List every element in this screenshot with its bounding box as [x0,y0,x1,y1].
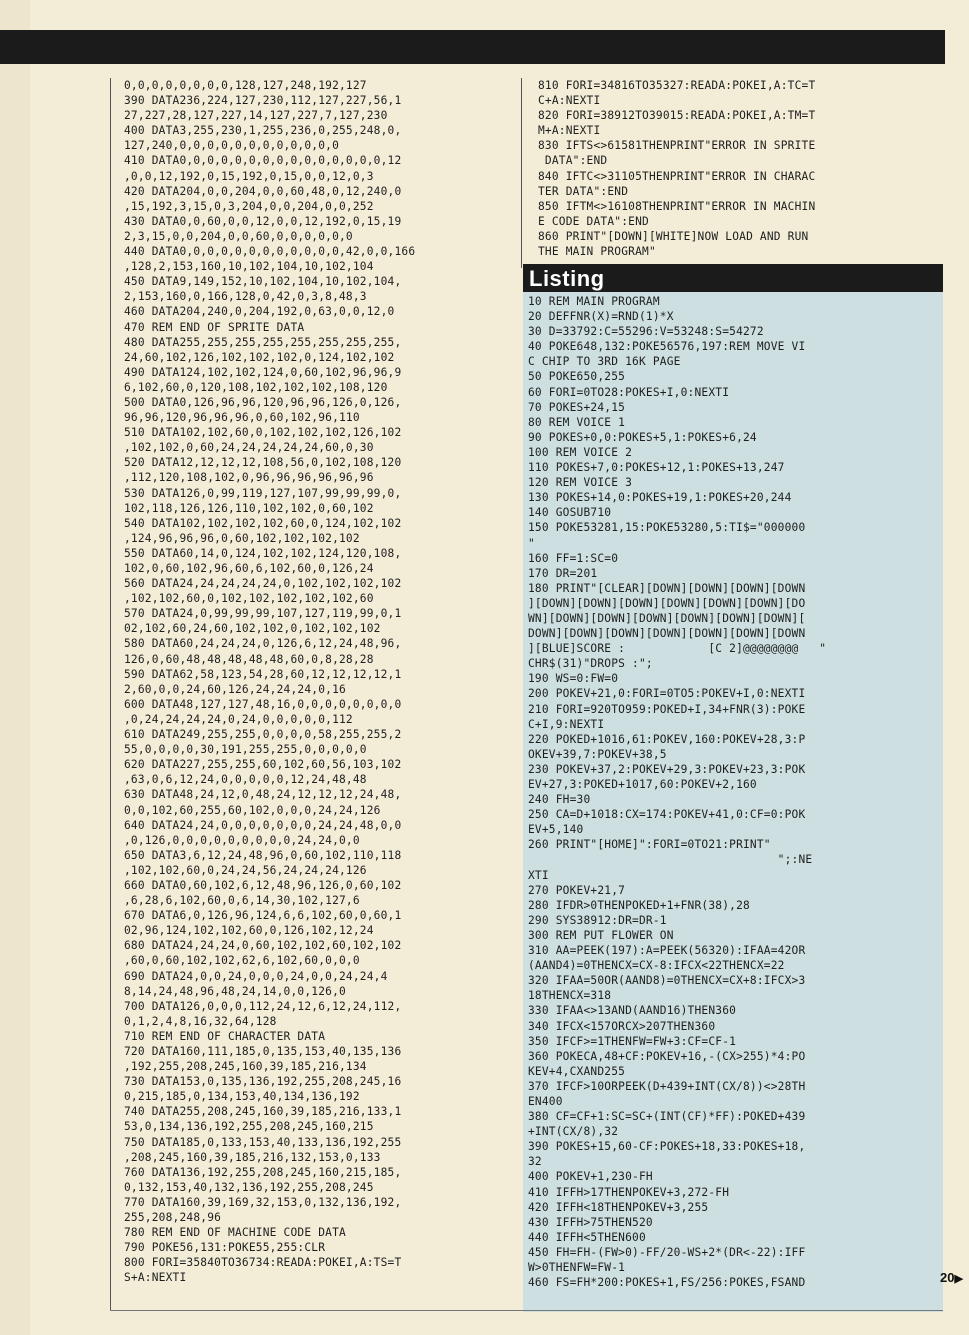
code-line: " [528,536,535,550]
code-line: 0,215,185,0,134,153,40,134,136,192 [124,1090,360,1104]
code-line: 250 CA=D+1018:CX=174:POKEV+41,0:CF=0:POK [528,808,806,822]
code-line: ,208,245,160,39,185,216,132,153,0,133 [124,1150,381,1164]
code-line: XTI [528,868,549,882]
code-line: 2,60,0,0,24,60,126,24,24,24,0,16 [124,682,346,696]
code-line: 530 DATA126,0,99,119,127,107,99,99,99,0, [124,486,402,500]
code-line: 8,14,24,48,96,48,24,14,0,0,126,0 [124,984,346,998]
code-line: 420 IFFH<18THENPOKEV+3,255 [528,1200,709,1214]
code-line: ,102,102,60,0,24,24,56,24,24,24,126 [124,863,367,877]
code-line: 24,60,102,126,102,102,102,0,124,102,102 [124,350,395,364]
code-line: 102,0,60,102,96,60,6,102,60,0,126,24 [124,562,374,575]
code-line: 780 REM END OF MACHINE CODE DATA [124,1226,346,1240]
code-line: 70 POKES+24,15 [528,400,626,414]
code-line: 280 IFDR>0THENPOKED+1+FNR(38),28 [528,898,750,912]
code-line: 127,240,0,0,0,0,0,0,0,0,0,0,0,0 [124,139,339,153]
code-line: THE MAIN PROGRAM" [538,245,656,259]
code-line: 830 IFTS<>61581THENPRINT"ERROR IN SPRITE [538,139,816,153]
code-line: 710 REM END OF CHARACTER DATA [124,1029,326,1043]
page-number [940,1270,963,1285]
code-line: 770 DATA160,39,169,32,153,0,132,136,192, [124,1195,402,1209]
code-line: 320 IFAA=50OR(AAND8)=0THENCX=CX+8:IFCX>3 [528,974,806,988]
code-line: C CHIP TO 3RD 16K PAGE [528,355,681,369]
code-line: 510 DATA102,102,60,0,102,102,102,126,102 [124,426,402,440]
code-line: 640 DATA24,24,0,0,0,0,0,0,0,24,24,48,0,0 [124,818,402,832]
code-line: ,128,2,153,160,10,102,104,10,102,104 [124,260,374,274]
code-line: 102,118,126,126,110,102,102,0,60,102 [124,501,374,515]
left-listing-column [124,78,509,1310]
code-line: 580 DATA60,24,24,24,0,126,6,12,24,48,96, [124,637,402,651]
code-line: KEV+4,CXAND255 [528,1064,626,1078]
center-column-rule [521,78,522,268]
code-line: 126,0,60,48,48,48,48,48,60,0,8,28,28 [124,652,374,666]
code-line: DATA":END [538,154,608,168]
code-line: 450 FH=FH-(FW>0)-FF/20-WS+2*(DR<-22):IFF [528,1245,806,1259]
code-line: 860 PRINT"[DOWN][WHITE]NOW LOAD AND RUN [538,229,809,243]
code-line: 55,0,0,0,0,30,191,255,255,0,0,0,0,0 [124,743,367,757]
code-line: 40 POKE648,132:POKE56576,197:REM MOVE VI [528,340,806,354]
code-line: 560 DATA24,24,24,24,24,0,102,102,102,102 [124,577,402,591]
code-line: 730 DATA153,0,135,136,192,255,208,245,16 [124,1075,402,1089]
code-line: 540 DATA102,102,102,102,60,0,124,102,102 [124,516,402,530]
code-line: +INT(CX/8),32 [528,1125,619,1139]
listing-heading-text: Listing [529,266,605,291]
code-line: 2,3,15,0,0,204,0,0,60,0,0,0,0,0,0 [124,229,353,243]
code-line: 100 REM VOICE 2 [528,445,633,459]
code-line: 02,96,124,102,102,60,0,126,102,12,24 [124,924,374,938]
code-line: 460 FS=FH*200:POKES+1,FS/256:POKES,FSAND [528,1276,806,1290]
code-line: ,0,24,24,24,24,0,24,0,0,0,0,0,112 [124,712,353,726]
code-line: ,192,255,208,245,160,39,185,216,134 [124,1060,367,1074]
code-line: ,63,0,6,12,24,0,0,0,0,0,12,24,48,48 [124,773,367,787]
next-page-arrow-icon: ▶ [954,1273,963,1285]
code-line: 270 POKEV+21,7 [528,883,626,897]
code-line: 50 POKE650,255 [528,370,626,384]
code-line: CHR$(31)"DROPS :"; [528,657,653,671]
code-line: 570 DATA24,0,99,99,99,107,127,119,99,0,1 [124,607,402,621]
code-line: 620 DATA227,255,255,60,102,60,56,103,102 [124,758,402,772]
code-line: 02,102,60,24,60,102,102,0,102,102,102 [124,622,381,636]
page-margin [0,0,30,1335]
code-line: 380 CF=CF+1:SC=SC+(INT(CF)*FF):POKED+439 [528,1110,806,1124]
code-line: 500 DATA0,126,96,96,120,96,96,126,0,126, [124,395,402,409]
code-line: 440 IFFH<5THEN600 [528,1230,646,1244]
code-line: 290 SYS38912:DR=DR-1 [528,913,667,927]
code-line: 390 POKES+15,60-CF:POKES+18,33:POKES+18, [528,1140,806,1154]
code-line: ][BLUE]SCORE : [C 2]@@@@@@@@ " [528,642,827,656]
code-line: 27,227,28,127,227,14,127,227,7,127,230 [124,109,388,123]
page-number-text: 20 [940,1270,955,1285]
code-line: 220 POKED+1016,61:POKEV,160:POKEV+28,3:P [528,732,806,746]
code-line: 180 PRINT"[CLEAR][DOWN][DOWN][DOWN][DOWN [528,581,806,595]
code-line: 800 FORI=35840TO36734:READA:POKEI,A:TS=T [124,1256,402,1270]
code-line: 0,1,2,4,8,16,32,64,128 [124,1014,277,1028]
code-line: 630 DATA48,24,12,0,48,24,12,12,12,24,48, [124,788,402,802]
code-line: 80 REM VOICE 1 [528,415,626,429]
code-line: 760 DATA136,192,255,208,245,160,215,185, [124,1165,402,1179]
code-line: ,102,102,60,0,102,102,102,102,102,60 [124,592,374,606]
code-line: 310 AA=PEEK(197):A=PEEK(56320):IFAA=42OR [528,944,806,958]
code-line: C+A:NEXTI [538,94,601,108]
code-line: 490 DATA124,102,102,124,0,60,102,96,96,9 [124,365,402,379]
code-line: ";:NE [528,853,813,867]
code-line: 820 FORI=38912TO39015:READA:POKEI,A:TM=T [538,109,816,123]
code-line: 670 DATA6,0,126,96,124,6,6,102,60,0,60,1 [124,909,402,923]
code-line: M+A:NEXTI [538,124,601,138]
code-line: 190 WS=0:FW=0 [528,672,619,686]
code-line: 810 FORI=34816TO35327:READA:POKEI,A:TC=T [538,79,816,92]
code-line: 740 DATA255,208,245,160,39,185,216,133,1 [124,1105,402,1119]
code-line: 140 GOSUB710 [528,506,612,520]
code-line: 840 IFTC<>31105THENPRINT"ERROR IN CHARAC [538,169,816,183]
code-line: 20 DEFFNR(X)=RND(1)*X [528,310,674,324]
code-line: 410 DATA0,0,0,0,0,0,0,0,0,0,0,0,0,0,0,12 [124,154,402,168]
listing-heading [523,264,943,292]
code-line: 720 DATA160,111,185,0,135,153,40,135,136 [124,1045,402,1058]
code-line: 680 DATA24,24,24,0,60,102,102,60,102,102 [124,939,402,953]
code-line: 690 DATA24,0,0,24,0,0,0,24,0,0,24,24,4 [124,969,388,983]
code-line: 0,0,0,0,0,0,0,0,128,127,248,192,127 [124,79,367,92]
code-line: WN][DOWN][DOWN][DOWN][DOWN][DOWN][DOWN][ [528,611,806,625]
code-line: 470 REM END OF SPRITE DATA [124,320,305,334]
code-line: 520 DATA12,12,12,12,108,56,0,102,108,120 [124,456,402,470]
code-line: 255,208,248,96 [124,1211,222,1225]
code-line: 850 IFTM<>16108THENPRINT"ERROR IN MACHIN [538,199,816,213]
code-line: 430 DATA0,0,60,0,0,12,0,0,12,192,0,15,19 [124,214,402,228]
code-line: 460 DATA204,240,0,204,192,0,63,0,0,12,0 [124,305,395,319]
code-line: 53,0,134,136,192,255,208,245,160,215 [124,1120,374,1134]
code-line: (AAND4)=0THENCX=CX-8:IFCX<22THENCX=22 [528,959,785,973]
code-line: 390 DATA236,224,127,230,112,127,227,56,1 [124,94,402,108]
code-line: 700 DATA126,0,0,0,112,24,12,6,12,24,112, [124,999,402,1013]
code-line: 160 FF=1:SC=0 [528,551,619,565]
code-line: 790 POKE56,131:POKE55,255:CLR [124,1241,326,1255]
code-line: 660 DATA0,60,102,6,12,48,96,126,0,60,102 [124,878,402,892]
code-line: 10 REM MAIN PROGRAM [528,295,660,308]
bottom-rule [110,1310,943,1311]
code-line: E CODE DATA":END [538,214,649,228]
code-line: ,124,96,96,96,0,60,102,102,102,102 [124,531,360,545]
code-line: 330 IFAA<>13AND(AAND16)THEN360 [528,1004,737,1018]
code-line: 430 IFFH>75THEN520 [528,1215,653,1229]
code-line: ,0,0,12,192,0,15,192,0,15,0,0,12,0,3 [124,169,374,183]
code-line: OKEV+39,7:POKEV+38,5 [528,747,667,761]
code-line: DOWN][DOWN][DOWN][DOWN][DOWN][DOWN][DOWN [528,627,806,641]
code-line: 30 D=33792:C=55296:V=53248:S=54272 [528,325,764,339]
code-line: ,6,28,6,102,60,0,6,14,30,102,127,6 [124,894,360,908]
code-line: 550 DATA60,14,0,124,102,102,124,120,108, [124,546,402,560]
code-line: 400 DATA3,255,230,1,255,236,0,255,248,0, [124,124,402,138]
code-line: 110 POKES+7,0:POKES+12,1:POKES+13,247 [528,461,785,475]
left-column-rule [110,78,111,1310]
code-line: 610 DATA249,255,255,0,0,0,0,58,255,255,2 [124,728,402,742]
code-line: 230 POKEV+37,2:POKEV+29,3:POKEV+23,3:POK [528,762,806,776]
code-line: ,60,0,60,102,102,62,6,102,60,0,0,0 [124,954,360,968]
code-line: 6,102,60,0,120,108,102,102,102,108,120 [124,380,388,394]
right-listing-column-top [538,78,923,268]
top-banner [0,30,945,64]
code-line: 2,153,160,0,166,128,0,42,0,3,8,48,3 [124,290,367,304]
code-line: 32 [528,1155,542,1169]
code-line: 150 POKE53281,15:POKE53280,5:TI$="000000 [528,521,806,535]
code-line: ,15,192,3,15,0,3,204,0,0,204,0,0,252 [124,199,374,213]
code-line: 400 POKEV+1,230-FH [528,1170,653,1184]
code-line: 0,132,153,40,132,136,192,255,208,245 [124,1180,374,1194]
code-line: 590 DATA62,58,123,54,28,60,12,12,12,12,1 [124,667,402,681]
code-line: 450 DATA9,149,152,10,102,104,10,102,104, [124,275,402,289]
code-line: 370 IFCF>10ORPEEK(D+439+INT(CX/8))<>28TH [528,1079,806,1093]
code-line: 750 DATA185,0,133,153,40,133,136,192,255 [124,1135,402,1149]
code-line: 18THENCX=318 [528,989,612,1003]
code-line: 0,0,102,60,255,60,102,0,0,0,24,24,126 [124,803,381,817]
code-line: 650 DATA3,6,12,24,48,96,0,60,102,110,118 [124,848,402,862]
code-line: S+A:NEXTI [124,1271,187,1285]
code-line: 200 POKEV+21,0:FORI=0TO5:POKEV+I,0:NEXTI [528,687,806,701]
code-line: 340 IFCX<157ORCX>207THEN360 [528,1019,716,1033]
code-line: 420 DATA204,0,0,204,0,0,60,48,0,12,240,0 [124,184,402,198]
code-line: 600 DATA48,127,127,48,16,0,0,0,0,0,0,0,0 [124,697,402,711]
code-line: W>0THENFW=FW-1 [528,1261,626,1274]
code-line: 260 PRINT"[HOME]":FORI=0TO21:PRINT" [528,838,771,852]
code-line: C+I,9:NEXTI [528,717,605,731]
code-line: ,0,126,0,0,0,0,0,0,0,0,0,24,24,0,0 [124,833,360,847]
code-line: 350 IFCF>=1THENFW=FW+3:CF=CF-1 [528,1034,737,1048]
code-line: 170 DR=201 [528,566,598,580]
code-line: 410 IFFH>17THENPOKEV+3,272-FH [528,1185,730,1199]
code-line: 130 POKES+14,0:POKES+19,1:POKES+20,244 [528,491,792,505]
code-line: 480 DATA255,255,255,255,255,255,255,255, [124,335,402,349]
main-program-listing [528,294,940,1309]
code-line: TER DATA":END [538,184,629,198]
code-line: 240 FH=30 [528,793,591,807]
code-line: ,102,102,0,60,24,24,24,24,24,60,0,30 [124,441,374,455]
code-line: EV+5,140 [528,823,584,837]
code-line: ][DOWN][DOWN][DOWN][DOWN][DOWN][DOWN][DO [528,596,806,610]
code-line: 120 REM VOICE 3 [528,476,633,490]
code-line: 440 DATA0,0,0,0,0,0,0,0,0,0,0,0,42,0,0,166 [124,245,416,259]
code-line: EV+27,3:POKED+1017,60:POKEV+2,160 [528,778,757,791]
code-line: 210 FORI=920TO959:POKED+I,34+FNR(3):POKE [528,702,806,716]
code-line: 60 FORI=0TO28:POKES+I,0:NEXTI [528,385,730,399]
code-line: ,112,120,108,102,0,96,96,96,96,96,96 [124,471,374,485]
code-line: 90 POKES+0,0:POKES+5,1:POKES+6,24 [528,430,757,444]
code-line: 360 POKECA,48+CF:POKEV+16,-(CX>255)*4:PO [528,1049,806,1063]
code-line: 96,96,120,96,96,96,0,60,102,96,110 [124,411,360,425]
code-line: 300 REM PUT FLOWER ON [528,928,674,942]
code-line: EN400 [528,1094,563,1108]
